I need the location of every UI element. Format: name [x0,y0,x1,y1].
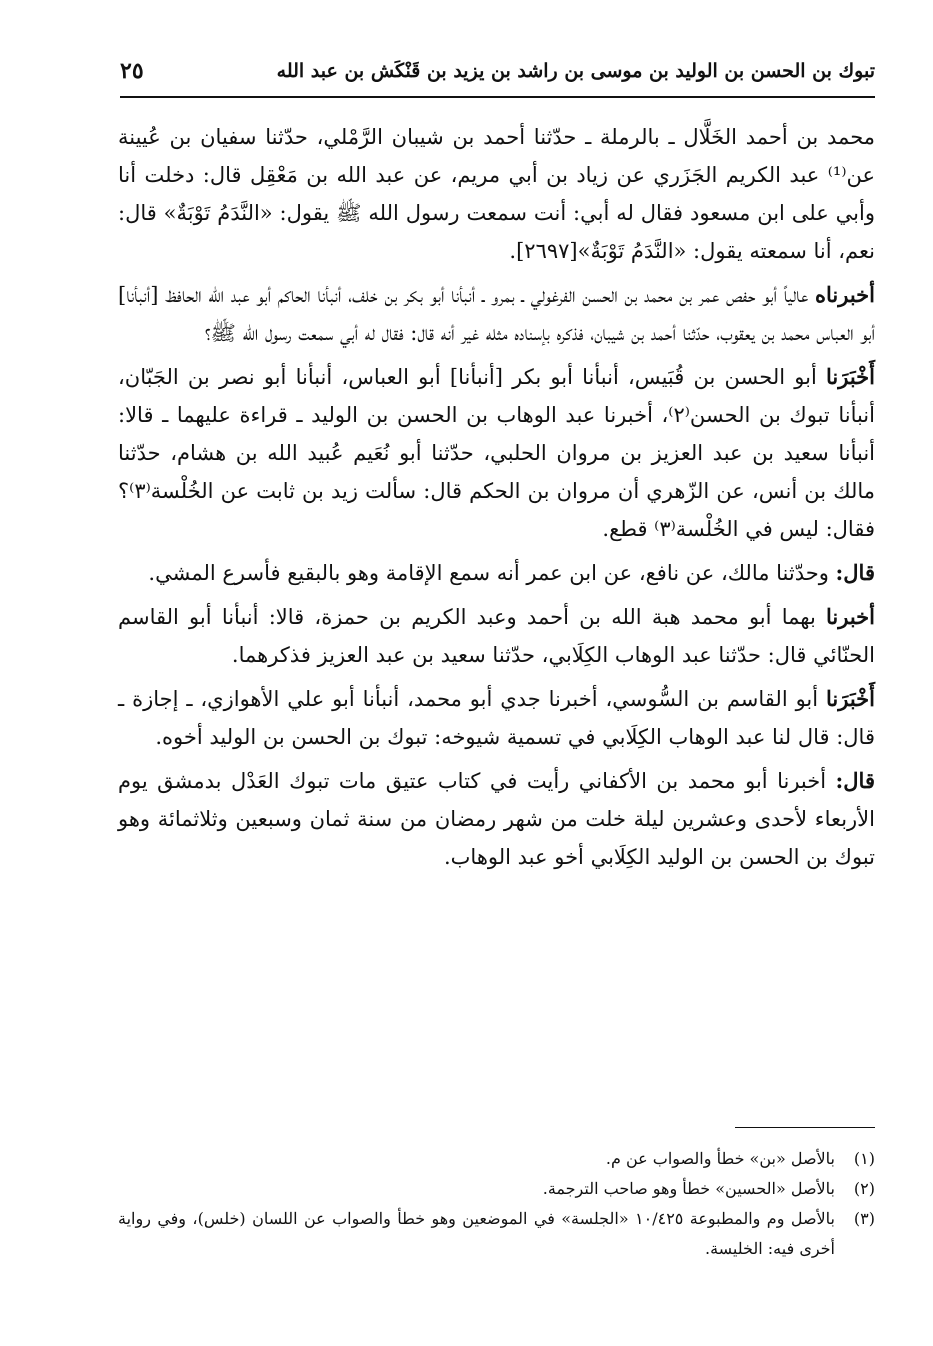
footnote-number: (١) [853,1149,875,1168]
paragraph-text: أبو القاسم بن السُّوسي، أخبرنا جدي أبو محمد، أنبأنا أبو علي الأهوازي، ـ إجازة ـ قال: قال لنا عبد الوهاب الكِلَابي في تسمية شيوخه: تبوك بن الحسن بن الوليد أخوه. [118,687,875,749]
paragraph-lead: قال: [835,560,875,585]
footnote-2 [118,1174,875,1204]
paragraph-text: وحدّثنا مالك، عن نافع، عن ابن عمر أنه سمع الإقامة وهو بالبقيع فأسرع المشي. [148,561,836,585]
footnote-divider [735,1127,875,1128]
paragraph-text: عالياً أبو حفص عمر بن محمد بن الحسن الفرغولي ـ بمرو ـ أنبأنا أبو بكر بن خلف، أنبأنا الحاكم أبو عبد الله الحافظ [أنبأنا] أبو العباس محمد بن يعقوب، حدّثنا أحمد بن شيبان، فذكره بإسناده مثله غير أنه قال: فقال له أبي سمعت رسول الله ﷺ؟ [118,283,875,345]
footnotes [118,1144,875,1264]
paragraph-lead: أَخْبَرَنا [826,364,875,389]
running-title: تبوك بن الحسن بن الوليد بن موسى بن راشد بن يزيد بن قَنْكَش بن عبد الله [276,60,875,82]
footnote-number: (٣) [853,1209,875,1228]
header-divider [120,96,875,98]
footnote-3 [118,1204,875,1264]
paragraph-lead: أخبرنا [826,604,875,629]
running-header [120,56,875,92]
paragraph-2 [118,276,875,352]
page-number: ٢٥ [120,58,144,84]
paragraph-lead: أخبرناه [815,282,875,307]
paragraph-3 [118,358,875,548]
footnote-number: (٢) [853,1179,875,1198]
paragraph-text: محمد بن أحمد الخَلَّال ـ بالرملة ـ حدّثنا أحمد بن شيبان الرَّمْلي، حدّثنا سفيان بن عُيينة عن⁽¹⁾ عبد الكريم الجَزَري عن زياد بن أبي مريم، عن عبد الله بن مَعْقِل قال: دخلت أنا وأبي على ابن مسعود فقال له أبي: أنت سمعت رسول الله ﷺ يقول: «النَّدَمُ تَوْبَةٌ» قال: نعم، أنا سمعته يقول: «النَّدَمُ تَوْبَةٌ»[٢٦٩٧]. [118,125,875,263]
footnote-1 [118,1144,875,1174]
footnote-text: بالأصل «بن» خطأ والصواب عن م. [605,1149,835,1168]
footnote-text: بالأصل «الحسين» خطأ وهو صاحب الترجمة. [542,1179,835,1198]
paragraph-text: أخبرنا أبو محمد بن الأكفاني رأيت في كتاب عتيق مات تبوك العَدْل بدمشق يوم الأربعاء لأحدى وعشرين ليلة خلت من شهر رمضان من سنة ثمان وسبعين وثلاثمائة وهو تبوك بن الحسن بن الوليد الكِلَابي أخو عبد الوهاب. [118,769,875,869]
paragraph-7 [118,762,875,876]
paragraph-6 [118,680,875,756]
main-text [118,118,875,882]
paragraph-5 [118,598,875,674]
paragraph-text: بهما أبو محمد هبة الله بن أحمد وعبد الكريم بن حمزة، قالا: أنبأنا أبو القاسم الحنّائي قال: حدّثنا عبد الوهاب الكِلَابي، حدّثنا سعيد بن عبد العزيز فذكرهما. [118,605,875,667]
paragraph-4 [118,554,875,592]
paragraph-text: أبو الحسن بن قُبَيس، أنبأنا أبو بكر [أنبأنا] أبو العباس، أنبأنا أبو نصر بن الجَبّان، أنبأنا تبوك بن الحسن⁽٢⁾، أخبرنا عبد الوهاب بن الحسن بن الوليد ـ قراءة عليهما ـ قالا: أنبأنا سعيد بن عبد العزيز بن مروان الحلبي، حدّثنا أبو نُعَيم عُبيد الله بن هشام، حدّثنا مالك بن أنس، عن الزّهري أن مروان بن الحكم قال: سألت زيد بن ثابت عن الخُلْسة⁽٣⁾؟ فقال: ليس في الخُلْسة⁽٣⁾ قطع. [118,365,875,541]
paragraph-1 [118,118,875,270]
paragraph-lead: أَخْبَرَنا [826,686,875,711]
footnote-text: بالأصل وم والمطبوعة ١٠/٤٢٥ «الجلسة» في الموضعين وهو خطأ والصواب عن اللسان (خلس)، وفي رواية أخرى فيه: الخليسة. [118,1209,835,1258]
paragraph-lead: قال: [835,768,875,793]
